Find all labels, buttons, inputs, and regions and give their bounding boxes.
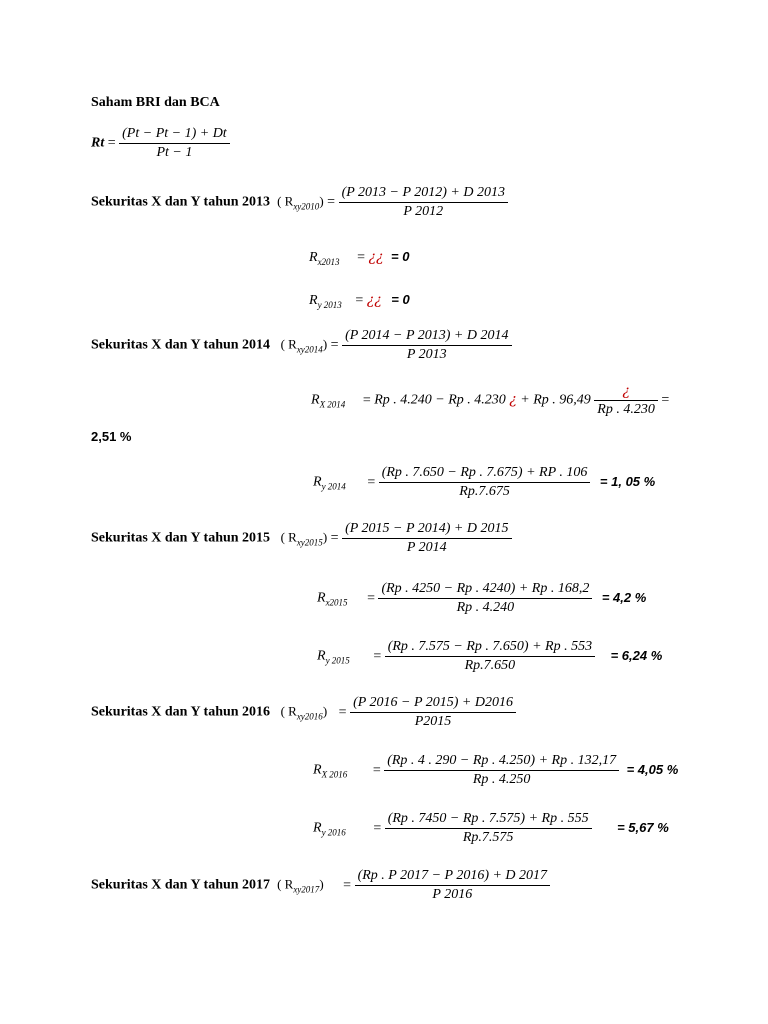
ry-2016-symbol: R <box>313 820 322 836</box>
formula-denominator: Pt − 1 <box>156 145 193 160</box>
section-2016-rclose: ) <box>322 703 328 719</box>
ry-2013-symbol: R <box>309 293 318 308</box>
section-2014-fraction <box>342 329 511 362</box>
ry-2014 <box>313 466 655 499</box>
section-2014-heading <box>91 329 512 362</box>
section-2017-denominator: P 2016 <box>432 887 473 902</box>
section-2013-rclose: ) <box>319 193 324 209</box>
rx-2013-eq: = <box>357 250 365 265</box>
section-2016-rlhs: ( R <box>280 703 297 719</box>
rx-2016 <box>313 754 678 787</box>
ry-2015-sub: y 2015 <box>325 655 350 666</box>
rx-2014-result: 2,51 % <box>91 429 132 444</box>
rx-2013-result: = 0 <box>391 249 410 264</box>
section-2015-rclose: ) <box>322 529 328 545</box>
rx-2013 <box>309 250 409 267</box>
ry-2016-result: = 5,67 % <box>617 819 669 835</box>
rx-2016-denominator: Rp . 4.250 <box>472 772 531 787</box>
rx-2015-symbol: R <box>317 590 326 606</box>
rx-2014-glitch-1: ¿ <box>509 391 517 408</box>
rx-2016-numerator: (Rp . 4 . 290 − Rp . 4.250) + Rp . 132,17 <box>384 754 619 771</box>
rx-2014-glitch-2: ¿ <box>594 384 658 401</box>
formula-numerator: (Pt − Pt − 1) + Dt <box>119 127 230 144</box>
section-2015-denominator: P 2014 <box>406 540 447 555</box>
section-2015-fraction <box>342 522 511 555</box>
ry-2015-eq: = <box>373 648 382 664</box>
section-2017-label: Sekuritas X dan Y tahun 2017 <box>91 877 271 893</box>
section-2017-rclose: ) <box>319 876 324 892</box>
ry-2015-denominator: Rp.7.650 <box>464 658 516 673</box>
rx-2014-fraction <box>594 384 658 417</box>
rx-2015-fraction <box>378 582 592 615</box>
formula-eq: = <box>107 135 116 151</box>
rx-2015-denominator: Rp . 4.240 <box>456 600 515 615</box>
rx-2015 <box>317 582 646 615</box>
ry-2015 <box>317 640 662 673</box>
ry-2016-fraction <box>385 812 592 845</box>
ry-2013-eq: = <box>355 293 364 308</box>
ry-2015-numerator: (Rp . 7.575 − Rp . 7.650) + Rp . 553 <box>385 640 595 657</box>
section-2015-heading <box>91 522 512 555</box>
section-2016-fraction <box>350 696 516 729</box>
rx-2014 <box>311 384 669 417</box>
ry-2014-denominator: Rp.7.675 <box>459 484 510 499</box>
ry-2015-symbol: R <box>317 648 326 664</box>
section-2015-label: Sekuritas X dan Y tahun 2015 <box>91 530 271 546</box>
rx-2016-sub: X 2016 <box>321 769 348 780</box>
section-2017-eq: = <box>343 877 352 893</box>
section-2013-rlhs: ( R <box>277 193 294 209</box>
ry-2015-result: = 6,24 % <box>610 647 663 663</box>
section-2016-label: Sekuritas X dan Y tahun 2016 <box>91 704 271 720</box>
ry-2016-sub: y 2016 <box>321 827 346 838</box>
rx-2016-eq: = <box>372 762 381 778</box>
ry-2014-eq: = <box>367 474 376 490</box>
rx-2014-expr1: Rp . 4.240 − Rp . 4.230 <box>374 392 506 408</box>
rx-2016-fraction <box>384 754 619 787</box>
return-formula <box>91 127 230 160</box>
ry-2016-numerator: (Rp . 7450 − Rp . 7.575) + Rp . 555 <box>385 812 592 829</box>
section-2014-rlhs: ( R <box>280 336 297 352</box>
section-2013-fraction <box>339 186 508 219</box>
ry-2013-glitch: ¿¿ <box>366 292 382 308</box>
rx-2013-sub: x2013 <box>317 257 340 267</box>
rx-2015-sub: x2015 <box>325 597 348 608</box>
section-2015-numerator: (P 2015 − P 2014) + D 2015 <box>342 522 511 539</box>
section-2016-eq: = <box>338 704 347 720</box>
ry-2013-result: = 0 <box>391 292 410 307</box>
rx-2014-expr2: + Rp . 96,49 <box>520 392 591 408</box>
section-2017-numerator: (Rp . P 2017 − P 2016) + D 2017 <box>355 869 550 886</box>
ry-2013-sub: y 2013 <box>317 300 342 310</box>
ry-2014-sub: y 2014 <box>321 481 346 492</box>
section-2013-denominator: P 2012 <box>403 204 444 219</box>
section-2017-fraction <box>355 869 550 902</box>
section-2013-heading <box>91 186 508 219</box>
rx-2015-numerator: (Rp . 4250 − Rp . 4240) + Rp . 168,2 <box>378 582 592 599</box>
section-2016-denominator: P2015 <box>414 714 452 729</box>
section-2017-rlhs: ( R <box>277 876 294 892</box>
ry-2014-fraction <box>379 466 591 499</box>
section-2016-numerator: (P 2016 − P 2015) + D2016 <box>350 696 516 713</box>
rx-2014-eq: = <box>362 392 371 408</box>
section-2015-eq: = <box>330 530 339 546</box>
rx-2015-result: = 4,2 % <box>601 589 647 605</box>
section-2014-eq: = <box>330 337 339 353</box>
section-2014-label: Sekuritas X dan Y tahun 2014 <box>91 337 271 353</box>
rx-2013-symbol: R <box>309 250 318 265</box>
ry-2015-fraction <box>385 640 595 673</box>
ry-2016-denominator: Rp.7.575 <box>462 830 514 845</box>
section-2014-rsub: xy2014 <box>296 344 323 355</box>
section-2014-numerator: (P 2014 − P 2013) + D 2014 <box>342 329 511 346</box>
formula-fraction <box>119 127 230 160</box>
rx-2016-symbol: R <box>313 762 322 778</box>
ry-2014-numerator: (Rp . 7.650 − Rp . 7.675) + RP . 106 <box>379 466 591 483</box>
rx-2013-glitch: ¿¿ <box>368 249 384 265</box>
ry-2016 <box>313 812 669 845</box>
document-title: Saham BRI dan BCA <box>91 95 220 110</box>
ry-2014-result: = 1, 05 % <box>599 473 656 489</box>
ry-2016-eq: = <box>373 820 382 836</box>
section-2016-heading <box>91 696 516 729</box>
rx-2014-eq2: = <box>661 392 670 408</box>
rx-2014-symbol: R <box>311 392 320 408</box>
section-2014-rclose: ) <box>322 336 328 352</box>
section-2015-rsub: xy2015 <box>296 537 323 548</box>
rx-2016-result: = 4,05 % <box>626 761 679 777</box>
formula-lhs: Rt <box>91 135 105 151</box>
section-2017-heading <box>91 869 550 902</box>
section-2013-numerator: (P 2013 − P 2012) + D 2013 <box>339 186 508 203</box>
section-2017-rsub: xy2017 <box>293 884 320 895</box>
rx-2014-sub: X 2014 <box>319 399 346 410</box>
section-2014-denominator: P 2013 <box>406 347 447 362</box>
ry-2013 <box>309 293 410 310</box>
section-2013-eq: = <box>327 194 336 210</box>
section-2015-rlhs: ( R <box>280 529 297 545</box>
rx-2015-eq: = <box>367 590 375 606</box>
section-2013-label: Sekuritas X dan Y tahun 2013 <box>91 194 271 210</box>
section-2013-rsub: xy2010 <box>293 201 320 212</box>
rx-2014-denominator: Rp . 4.230 <box>597 402 655 417</box>
ry-2014-symbol: R <box>313 474 322 490</box>
section-2016-rsub: xy2016 <box>296 711 323 722</box>
